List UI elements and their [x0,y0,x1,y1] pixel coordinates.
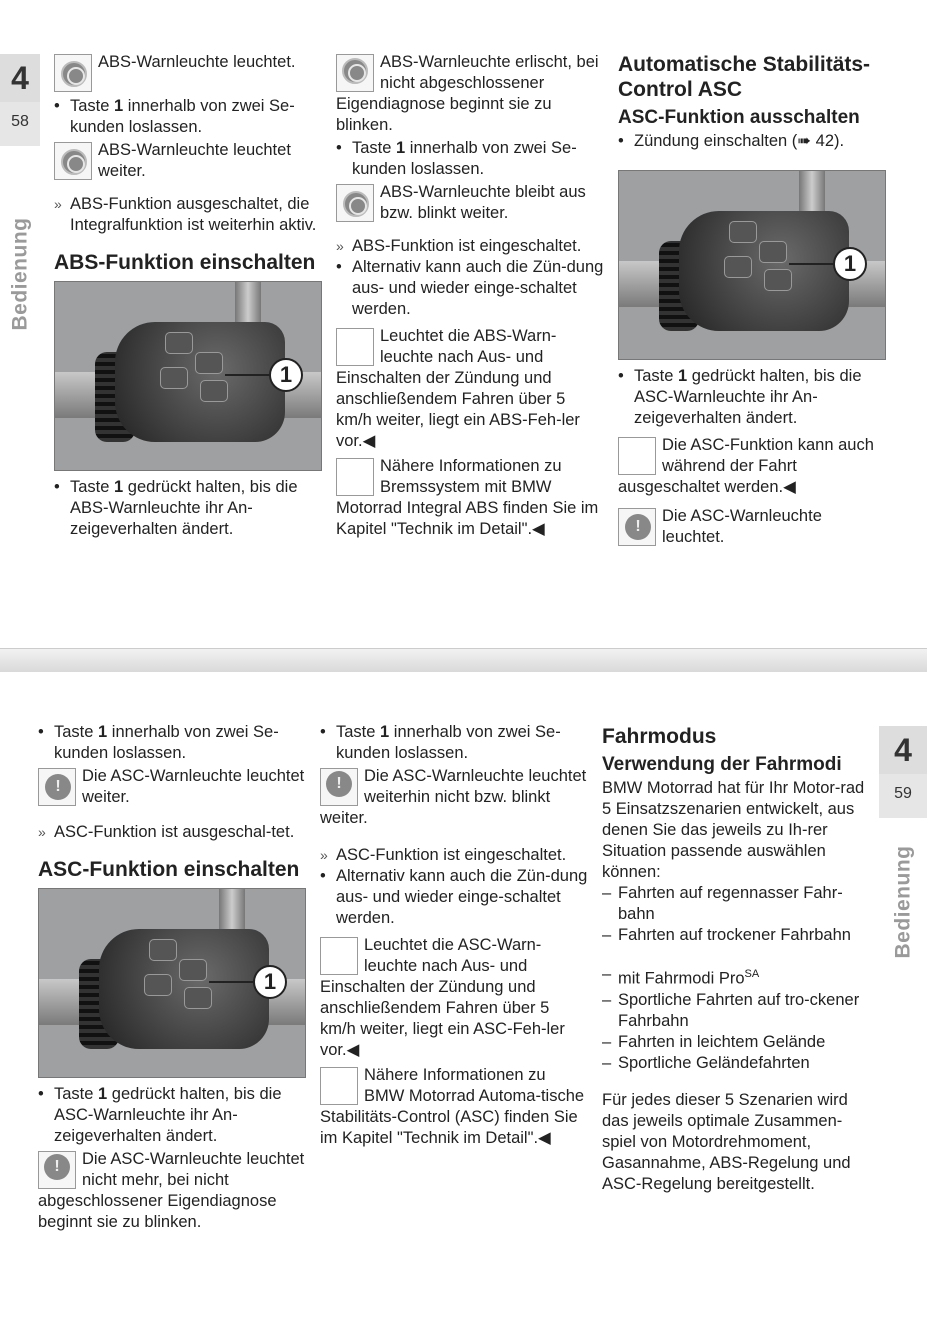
asc-warning-lamp-icon [38,1151,76,1189]
page-58 [0,0,927,640]
play-note-icon [336,328,374,366]
note-row [336,456,604,540]
result-text: » ASC-Funktion ist ausgeschal-tet. [38,822,306,843]
callout-1: 1 [269,358,303,392]
abs-warning-lamp-icon [336,184,374,222]
sub-heading: Verwendung der Fahrmodi [602,754,842,775]
note-row [336,326,604,452]
abs-lamp-row [336,182,604,224]
instruction-bullet: • Zündung einschalten (➠ 42). [618,131,886,152]
bottom-column-3 [602,718,870,1195]
list-item: – Fahrten auf regennasser Fahr-bahn [602,883,870,925]
note-text: Die ASC-Funktion kann auch während der Fahrt ausgeschaltet werden.◀ [618,436,874,496]
callout-1: 1 [253,965,287,999]
note-text: Nähere Informationen zu Bremssystem mit BMW Motorrad Integral ABS finden Sie im Kapitel "Technik im Detail".◀ [336,457,599,538]
play-note-icon [336,458,374,496]
bottom-column-2 [320,722,588,1151]
result-text: » ABS-Funktion ausgeschaltet, die Integralfunktion ist weiterhin aktiv. [54,194,322,236]
note-row [320,935,588,1061]
chapter-tab-left [0,54,40,146]
section-heading: Automatische Stabilitäts-Control ASC [618,53,871,101]
intro-text: BMW Motorrad hat für Ihr Motor-rad 5 Einsatzszenarien entwickelt, aus denen Sie das jeweils zu Ih-rer Situation passende auswählen können: [602,779,865,881]
asc-lamp-row [320,766,588,829]
instruction-bullet: • Taste 1 innerhalb von zwei Se-kunden loslassen. [320,722,588,764]
list-item-pro: – mit Fahrmodi Pro$^{SA}$ [602,964,870,990]
section-label-right: Bedienung [891,845,915,959]
note-row [320,1065,588,1149]
section-heading: ABS-Funktion einschalten [54,251,316,274]
abs-lamp-row [54,52,322,94]
instruction-bullet: • Taste 1 innerhalb von zwei Se-kunden loslassen. [54,96,322,138]
section-heading: ASC-Funktion einschalten [38,858,300,881]
section-label-left: Bedienung [8,217,32,331]
lamp-text: Die ASC-Warnleuchte leuchtet weiter. [82,767,305,806]
abs-warning-lamp-icon [54,142,92,180]
lamp-text: ABS-Warnleuchte bleibt aus bzw. blinkt weiter. [380,183,586,222]
outro-text: Für jedes dieser 5 Szenarien wird das jeweils optimale Zusammen-spiel von Motordrehmoment, Gasannahme, ABS-Regelung und ASC-Regelung bereitgestellt. [602,1090,851,1193]
page-divider [0,648,927,672]
lamp-text: Die ASC-Warnleuchte leuchtet nicht mehr, bei nicht abgeschlossener Eigendiagnose beginnt sie zu blinken. [38,1150,305,1231]
result-text: » ASC-Funktion ist eingeschaltet. [320,845,588,866]
instruction-bullet: • Taste 1 gedrückt halten, bis die ABS-Warnleuchte ihr An-zeigeverhalten ändert. [54,477,322,540]
section-heading: Fahrmodus [602,725,717,748]
handlebar-switch-photo [618,170,886,360]
lamp-text: ABS-Warnleuchte erlischt, bei nicht abgeschlossener Eigendiagnose beginnt sie zu blinken. [336,53,599,134]
instruction-bullet: • Taste 1 gedrückt halten, bis die ASC-Warnleuchte ihr An-zeigeverhalten ändert. [38,1084,306,1147]
top-column-1 [54,50,322,540]
asc-lamp-row [38,1149,306,1233]
asc-lamp-row [38,766,306,808]
instruction-bullet: • Alternativ kann auch die Zün-dung aus- und wieder einge-schaltet werden. [336,257,604,320]
chapter-number: 4 [879,726,927,774]
top-column-3 [618,46,886,550]
list-item: – Fahrten in leichtem Gelände [602,1032,870,1053]
instruction-bullet: • Taste 1 innerhalb von zwei Se-kunden loslassen. [336,138,604,180]
callout-1: 1 [833,247,867,281]
lamp-text: Die ASC-Warnleuchte leuchtet. [662,507,822,546]
page-number: 58 [0,102,40,146]
play-note-icon [618,437,656,475]
handlebar-switch-photo [54,281,322,471]
play-note-icon [320,1067,358,1105]
page-59 [0,672,927,1323]
page-number: 59 [879,774,927,818]
lamp-text: Die ASC-Warnleuchte leuchtet weiterhin nicht bzw. blinkt weiter. [320,767,587,827]
asc-lamp-row [618,506,886,548]
sub-heading: ASC-Funktion ausschalten [618,107,860,128]
abs-warning-lamp-icon [336,54,374,92]
lamp-text: ABS-Warnleuchte leuchtet. [98,53,296,71]
list-item: – Fahrten auf trockener Fahrbahn [602,925,870,946]
list-item: – Sportliche Fahrten auf tro-ckener Fahrbahn [602,990,870,1032]
handlebar-switch-photo [38,888,306,1078]
abs-lamp-row [336,52,604,136]
instruction-bullet: • Alternativ kann auch die Zün-dung aus- und wieder einge-schaltet werden. [320,866,588,929]
note-text: Nähere Informationen zu BMW Motorrad Automa-tische Stabilitäts-Control (ASC) finden Sie im Kapitel "Technik im Detail".◀ [320,1066,585,1147]
abs-warning-lamp-icon [54,54,92,92]
lamp-text: ABS-Warnleuchte leuchtet weiter. [98,141,291,180]
chapter-tab-right [879,726,927,818]
note-row [618,435,886,498]
instruction-bullet: • Taste 1 innerhalb von zwei Se-kunden loslassen. [38,722,306,764]
abs-lamp-row [54,140,322,182]
top-column-2 [336,50,604,542]
note-text: Leuchtet die ABS-Warn-leuchte nach Aus- und Einschalten der Zündung und anschließendem Fahren über 5 km/h weiter, liegt ein ABS-Feh-ler vor.◀ [336,327,580,450]
bottom-column-1 [38,722,306,1235]
asc-warning-lamp-icon [320,768,358,806]
asc-warning-lamp-icon [38,768,76,806]
asc-warning-lamp-icon [618,508,656,546]
result-text: » ABS-Funktion ist eingeschaltet. [336,236,604,257]
chapter-number: 4 [0,54,40,102]
note-text: Leuchtet die ASC-Warn-leuchte nach Aus- und Einschalten der Zündung und anschließendem Fahren über 5 km/h weiter, liegt ein ASC-Feh-ler vor.◀ [320,936,565,1059]
play-note-icon [320,937,358,975]
list-item: – Sportliche Geländefahrten [602,1053,870,1074]
instruction-bullet: • Taste 1 gedrückt halten, bis die ASC-Warnleuchte ihr An-zeigeverhalten ändert. [618,366,886,429]
